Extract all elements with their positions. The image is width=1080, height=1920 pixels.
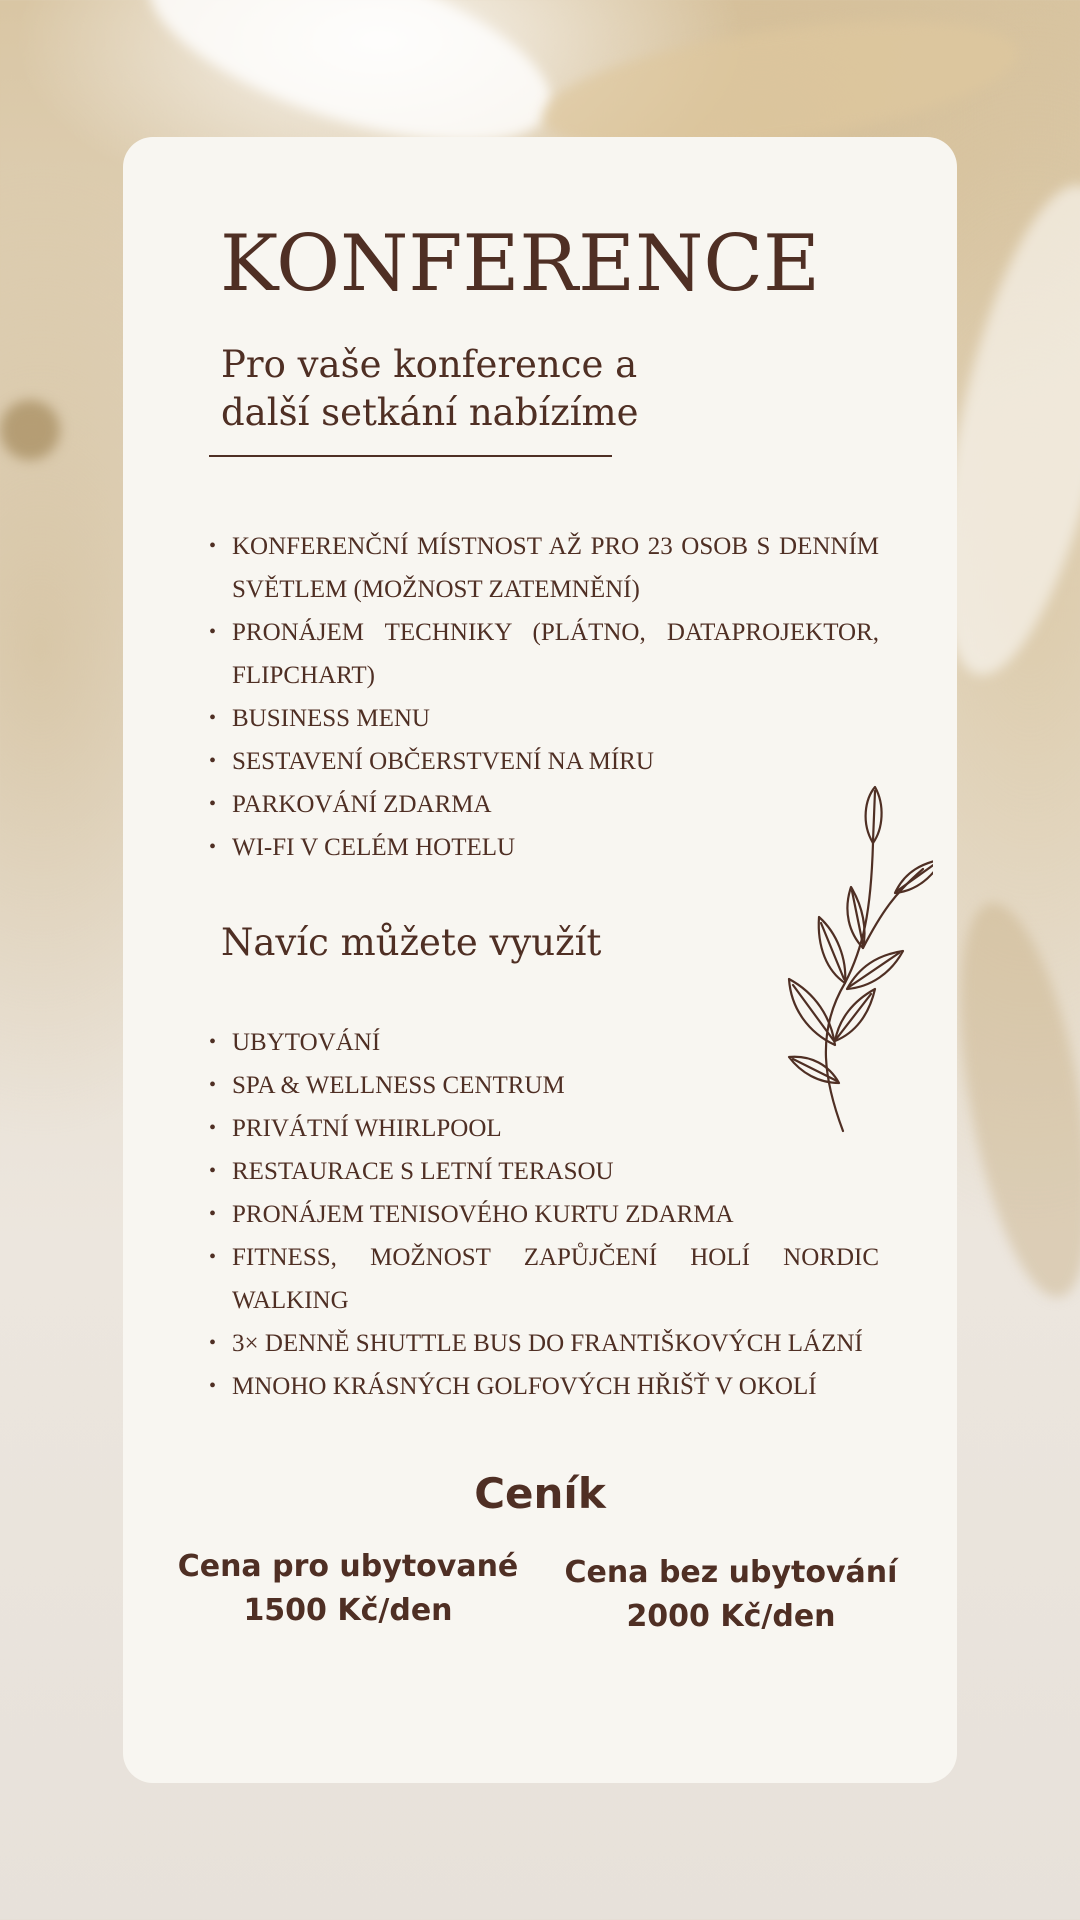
list-item: • BUSINESS MENU [209, 697, 879, 740]
subtitle [221, 341, 741, 437]
conference-card [123, 137, 957, 1783]
subtitle-line: Pro vaše konference a [221, 343, 638, 386]
list-item: • SESTAVENÍ OBČERSTVENÍ NA MÍRU [209, 740, 879, 783]
list-item: • UBYTOVÁNÍ [209, 1021, 879, 1064]
price-label: Cena pro ubytované [177, 1549, 519, 1584]
list-item: • 3× DENNĚ SHUTTLE BUS DO FRANTIŠKOVÝCH LÁZNÍ [209, 1322, 879, 1365]
page-title: KONFERENCE [220, 219, 820, 309]
list-item: • SPA & WELLNESS CENTRUM [209, 1064, 879, 1107]
list-item: • KONFERENČNÍ MÍSTNOST AŽ PRO 23 OSOB S DENNÍM SVĚTLEM (MOŽNOST ZATEMNĚNÍ) [209, 525, 879, 611]
list-item: • WI-FI V CELÉM HOTELU [209, 826, 879, 869]
list-item: • PRIVÁTNÍ WHIRLPOOL [209, 1107, 879, 1150]
background-brush-stroke [936, 893, 1080, 1306]
price-label: Cena bez ubytování [564, 1555, 898, 1590]
extras-list [209, 1021, 879, 1408]
subtitle-line: další setkání nabízíme [221, 391, 639, 434]
price-with-accommodation [168, 1545, 528, 1633]
list-item: • RESTAURACE S LETNÍ TERASOU [209, 1150, 879, 1193]
pricing-title: Ceník [474, 1469, 606, 1518]
list-item: • PRONÁJEM TENISOVÉHO KURTU ZDARMA [209, 1193, 879, 1236]
price-without-accommodation [551, 1551, 911, 1639]
background-brush-stroke [0, 400, 60, 460]
list-item: • PRONÁJEM TECHNIKY (PLÁTNO, DATAPROJEKTOR, FLIPCHART) [209, 611, 879, 697]
price-value: 1500 Kč/den [243, 1593, 453, 1628]
list-item: • PARKOVÁNÍ ZDARMA [209, 783, 879, 826]
divider [209, 455, 612, 457]
price-value: 2000 Kč/den [626, 1599, 836, 1634]
list-item: • FITNESS, MOŽNOST ZAPŮJČENÍ HOLÍ NORDIC WALKING [209, 1236, 879, 1322]
extras-title: Navíc můžete využít [221, 921, 602, 964]
list-item: • MNOHO KRÁSNÝCH GOLFOVÝCH HŘIŠŤ V OKOLÍ [209, 1365, 879, 1408]
